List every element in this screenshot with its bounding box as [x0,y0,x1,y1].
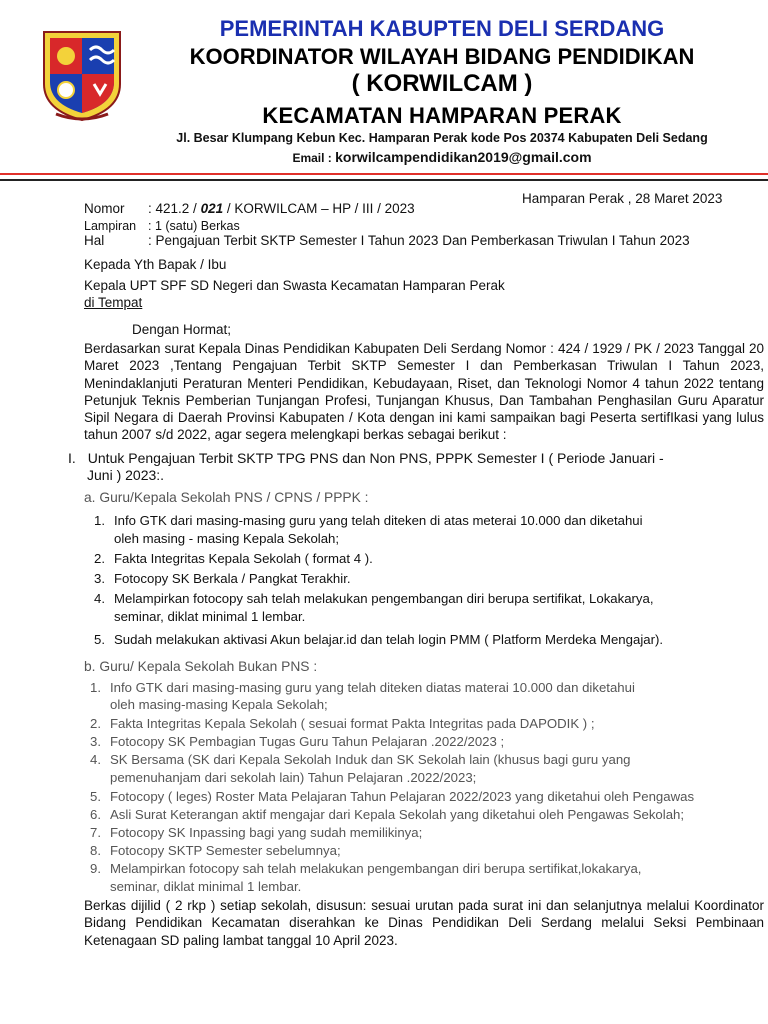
letterhead-divider-black [0,179,768,181]
lampiran-label: Lampiran [84,219,137,233]
list-item: 6. Asli Surat Keterangan aktif mengajar dari Kepala Sekolah yang diketahui oleh Pengawas Sekolah; [90,807,685,822]
list-item-continued: oleh masing-masing Kepala Sekolah; [110,697,328,712]
list-item: 5. Fotocopy ( leges) Roster Mata Pelajaran Tahun Pelajaran 2022/2023 yang diketahui oleh Pengawas [90,789,695,804]
letterhead-district: KECAMATAN HAMPARAN PERAK [262,103,622,128]
list-item: 5. Sudah melakukan aktivasi Akun belajar.id dan telah login PMM ( Platform Merdeka Mengajar). [94,632,664,647]
list-item: 9. Melampirkan fotocopy sah telah melakukan pengembangan diri berupa sertifikat,lokakarya, [90,861,642,876]
list-item: 1. Info GTK dari masing-masing guru yang telah diteken diatas materai 10.000 dan diketahui [90,680,635,695]
list-item: 8. Fotocopy SKTP Semester sebelumnya; [90,843,341,858]
email-label: Email : [292,151,332,165]
list-item: 3. Fotocopy SK Berkala / Pangkat Terakhir. [94,571,351,586]
kepada-line: Kepada Yth Bapak / Ibu [84,257,227,272]
letterhead-email-line [132,149,752,165]
hal-value: : Pengajuan Terbit SKTP Semester I Tahun 2023 Dan Pemberkasan Triwulan I Tahun 2023 [148,233,690,248]
email-address[interactable]: korwilcampendidikan2019@gmail.com [335,149,592,165]
lampiran-row [84,218,240,234]
subsection-a-title: a. Guru/Kepala Sekolah PNS / CPNS / PPPK : [84,490,369,505]
list-item-continued: seminar, diklat minimal 1 lembar. [114,609,306,624]
nomor-value: : 421.2 / 021 / KORWILCAM – HP / III / 2023 [148,201,415,216]
list-item-continued: seminar, diklat minimal 1 lembar. [110,879,302,894]
section-1-line-2: Juni ) 2023:. [87,467,165,483]
list-item: 2. Fakta Integritas Kepala Sekolah ( sesuai format Pakta Integritas pada DAPODIK ) ; [90,716,595,731]
list-item-continued: oleh masing - masing Kepala Sekolah; [114,531,340,546]
section-1-heading [68,450,664,484]
hal-row [84,233,690,249]
recipient-name: Kepala UPT SPF SD Negeri dan Swasta Kecamatan Hamparan Perak [84,278,505,293]
nomor-row [84,201,415,217]
list-item-continued: pemenuhanjam dari sekolah lain) Tahun Pelajaran .2022/2023; [110,770,477,785]
list-item: 4. SK Bersama (SK dari Kepala Sekolah Induk dan SK Sekolah lain (khusus bagi guru yang [90,752,631,767]
list-item: 1. Info GTK dari masing-masing guru yang telah diteken di atas meterai 10.000 dan diketahui [94,513,643,528]
list-item: 3. Fotocopy SK Pembagian Tugas Guru Tahun Pelajaran .2022/2023 ; [90,734,505,749]
list-item: 2. Fakta Integritas Kepala Sekolah ( format 4 ). [94,551,373,566]
closing-paragraph: Berkas dijilid ( 2 rkp ) setiap sekolah, disusun: sesuai urutan pada surat ini dan selanjutnya melalui Koordinator Bidang Pendidikan Kecamatan diserahkan ke Dinas Pendidikan Deli Serdang melalui Seksi Pembinaan Ketenagaan SD paling lambat tanggal 10 April 2023. [84,898,764,948]
body-paragraph: Berdasarkan surat Kepala Dinas Pendidikan Kabupaten Deli Serdang Nomor : 424 / 1929 / PK / 2023 Tanggal 20 Maret 2023 ,Tentang Pengajuan Terbit SKTP Semester I dan Pemberkasan Triwulan I Tahun 2023, Menindaklanjuti Peraturan Menteri Pendidikan, Kebudayaan, Riset, dan Teknologi Nomor 4 tahun 2022 tentang Petunjuk Teknis Pemberian Tunjangan Profesi, Tunjangan Khusus, Dan Tambahan Penghasilan Guru Aparatur Sipil Negara di Daerah Provinsi Kabupaten / Kota dengan ini kami sampaikan bagi Peserta sertifIkasi yang lulus tahun 2007 s/d 2022, agar segera melengkapi berkas sebagai berikut : [84,341,764,443]
subsection-b-title: b. Guru/ Kepala Sekolah Bukan PNS : [84,659,318,674]
letterhead-abbreviation: ( KORWILCAM ) [351,70,533,97]
greeting: Dengan Hormat; [132,322,232,337]
deli-serdang-crest-icon [36,26,128,122]
letterhead-divider-red [0,173,768,175]
list-item: 4. Melampirkan fotocopy sah telah melakukan pengembangan diri berupa sertifikat, Lokakarya, [94,591,654,606]
letterhead-government: PEMERINTAH KABUPTEN DELI SERDANG [219,16,665,41]
recipient-place: di Tempat [84,295,143,310]
nomor-handwritten: 021 [200,201,224,216]
list-item: 7. Fotocopy SK Inpassing bagi yang sudah memilikinya; [90,825,423,840]
letterhead-address: Jl. Besar Klumpang Kebun Kec. Hamparan Perak kode Pos 20374 Kabupaten Deli Sedang [176,131,708,145]
hal-label: Hal [84,233,105,248]
letterhead-office: KOORDINATOR WILAYAH BIDANG PENDIDIKAN [189,44,695,69]
letter-date: Hamparan Perak , 28 Maret 2023 [522,191,723,206]
lampiran-value: : 1 (satu) Berkas [148,219,240,233]
section-1-line-1: Untuk Pengajuan Terbit SKTP TPG PNS dan Non PNS, PPPK Semester I ( Periode Januari - [87,450,664,466]
section-1-numeral: I. [68,450,76,466]
nomor-label: Nomor [84,201,125,216]
